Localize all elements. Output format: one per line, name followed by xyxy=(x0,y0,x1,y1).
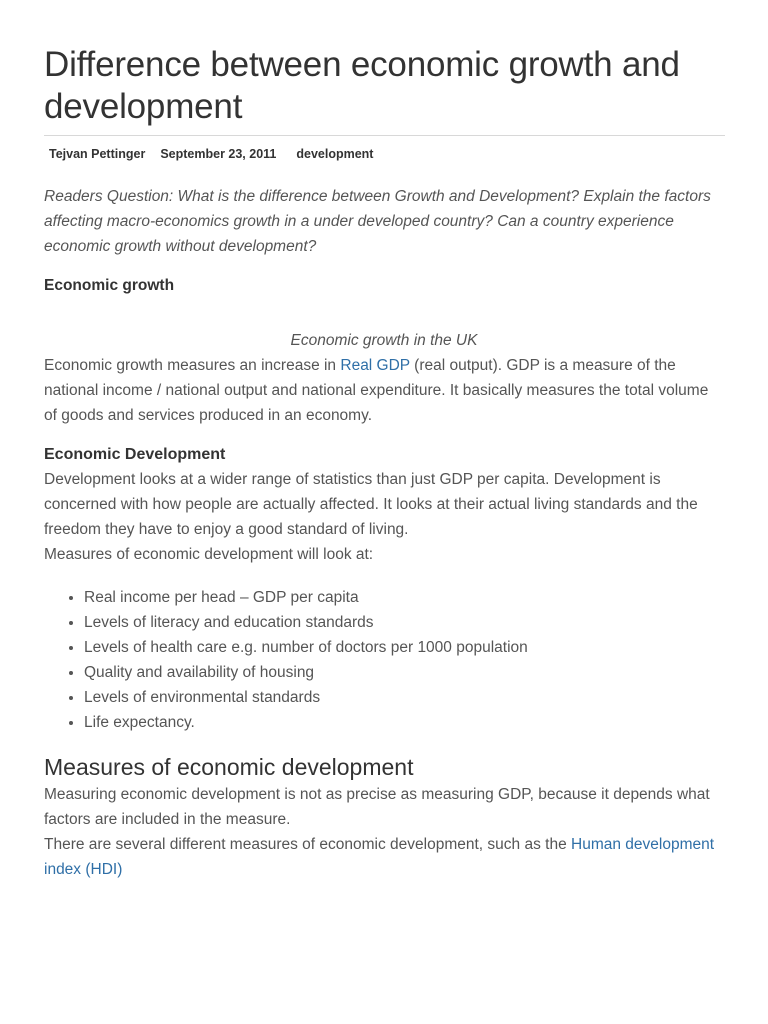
list-item: • Real income per head – GDP per capita xyxy=(84,585,724,610)
growth-paragraph xyxy=(44,353,724,428)
list-item: • Levels of literacy and education standards xyxy=(84,610,724,635)
heading-measures: Measures of economic development xyxy=(44,754,414,780)
category-link[interactable]: development xyxy=(296,147,374,161)
hdi-link[interactable]: Human development index (HDI) xyxy=(44,836,715,878)
development-paragraph: Development looks at a wider range of statistics than just GDP per capita. Development is concerned with how people are actually affected. It looks at their actual living standards and the freedom they have to enjoy a good standard of living. xyxy=(44,471,698,538)
heading-economic-development: Economic Development xyxy=(44,446,226,463)
image-caption: Economic growth in the UK xyxy=(290,332,478,349)
list-item: • Life expectancy. xyxy=(84,710,724,735)
list-item: • Levels of health care e.g. number of doctors per 1000 population xyxy=(84,635,724,660)
title-divider xyxy=(44,135,725,136)
author-link[interactable]: Tejvan Pettinger xyxy=(49,147,146,161)
post-date[interactable]: September 23, 2011 xyxy=(160,147,277,161)
hdi-paragraph xyxy=(44,832,724,882)
measures-paragraph: Measuring economic development is not as precise as measuring GDP, because it depends what factors are included in the measure. xyxy=(44,786,710,828)
measures-intro: Measures of economic development will look at: xyxy=(44,546,374,563)
article-meta xyxy=(44,146,724,162)
article-title: Difference between economic growth and development xyxy=(44,45,680,126)
real-gdp-link[interactable]: Real GDP xyxy=(340,357,410,374)
heading-economic-growth: Economic growth xyxy=(44,277,175,294)
growth-text-after: (real output). GDP is a measure of the national income / national output and national expenditure. It basically measures the total volume of goods and services produced in an economy. xyxy=(44,357,709,424)
hdi-text-before: There are several different measures of economic development, such as the xyxy=(44,836,571,853)
list-item: • Quality and availability of housing xyxy=(84,660,724,685)
growth-text-before: Economic growth measures an increase in xyxy=(44,357,341,374)
measures-list xyxy=(44,585,724,735)
list-item: • Levels of environmental standards xyxy=(84,685,724,710)
readers-question: Readers Question: What is the difference between Growth and Development? Explain the factors affecting macro-economics growth in a under developed country? Can a country experience economic growth without development? xyxy=(44,188,711,255)
